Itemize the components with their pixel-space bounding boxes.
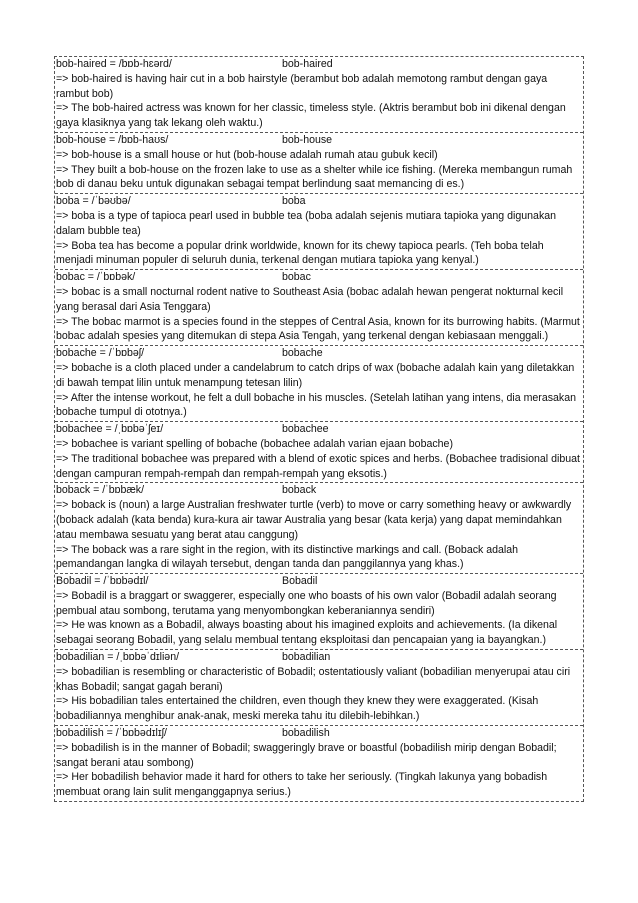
example: => Boba tea has become a popular drink worldwide, known for its chewy tapioca pearls. (Teh boba telah menjadi minuman populer di seluruh dunia, terkenal dengan mutiara tapioka yang kenyal.) bbox=[56, 239, 544, 267]
entry-boba bbox=[55, 194, 583, 270]
entry-headline bbox=[56, 574, 583, 589]
definition: => boba is a type of tapioca pearl used in bubble tea (boba adalah sejenis mutiara tapioka yang digunakan dalam bubble tea) bbox=[56, 209, 557, 237]
pronunciation: bobache = /ˈbɒbəʃ/ bbox=[56, 347, 145, 360]
headword: boback bbox=[282, 484, 317, 497]
headword: boba bbox=[282, 195, 306, 208]
example: => His bobadilian tales entertained the children, even though they knew they were exaggerated. (Kisah bobadiliannya menghibur anak-anak, meski mereka tahu itu dilebih-lebihkan.) bbox=[56, 695, 539, 723]
headword: bobadilish bbox=[282, 727, 330, 740]
example: => Her bobadilish behavior made it hard for others to take her seriously. (Tingkah lakunya yang bobadish membuat orang lain sulit menganggapnya serius.) bbox=[56, 771, 548, 799]
pronunciation: boback = /ˈbɒbæk/ bbox=[56, 484, 145, 497]
example: => He was known as a Bobadil, always boasting about his imagined exploits and achievements. (Ia dikenal sebagai seorang Bobadil, yang selalu membual tentang eksploitasi dan pencapaian yang ia bayangkan.) bbox=[56, 619, 558, 647]
entry-bobac bbox=[55, 270, 583, 346]
entry-bobache bbox=[55, 346, 583, 422]
pronunciation: Bobadil = /ˈbɒbədɪl/ bbox=[56, 575, 149, 588]
definition: => bobadilian is resembling or characteristic of Bobadil; ostentatiously valiant (bobadilian menyerupai atau ciri khas Bobadil; sangat gagah berani) bbox=[56, 665, 571, 693]
pronunciation: boba = /ˈbəʊbə/ bbox=[56, 195, 131, 208]
entry-bobadilish bbox=[55, 726, 583, 801]
entry-bobachee bbox=[55, 422, 583, 483]
headword: Bobadil bbox=[282, 575, 318, 588]
definition: => bob-haired is having hair cut in a bob hairstyle (berambut bob adalah memotong rambut dengan gaya rambut bob) bbox=[56, 72, 548, 100]
example: => After the intense workout, he felt a dull bobache in his muscles. (Setelah latihan yang intens, dia merasakan bobache tumpul di ototnya.) bbox=[56, 391, 576, 419]
example: => The boback was a rare sight in the region, with its distinctive markings and call. (Boback adalah pemandangan langka di wilayah tersebut, dengan tanda dan panggilannya yang khas.) bbox=[56, 543, 519, 571]
headword: bobadilian bbox=[282, 651, 331, 664]
pronunciation: bob-haired = /bɒb-hɛərd/ bbox=[56, 58, 172, 70]
example: => The bob-haired actress was known for her classic, timeless style. (Aktris berambut bob ini dikenal dengan gaya klasiknya yang tak lekang oleh waktu.) bbox=[56, 102, 566, 130]
entry-bob-haired bbox=[55, 57, 583, 133]
pronunciation: bob-house = /bɒb-haʊs/ bbox=[56, 133, 169, 146]
definition: => bobac is a small nocturnal rodent native to Southeast Asia (bobac adalah hewan pengerat nokturnal kecil yang berasal dari Asia Tenggara) bbox=[56, 285, 564, 313]
entry-headline bbox=[56, 133, 583, 148]
definition: => boback is (noun) a large Australian freshwater turtle (verb) to move or carry something heavy or awkwardly (boback adalah (kata benda) kura-kura air tawar Australia yang besar (kata kerja) yang dapat memindahkan atau membawa sesuatu yang berat atau canggung) bbox=[56, 499, 572, 541]
entry-headline bbox=[56, 346, 583, 361]
entry-boback bbox=[55, 483, 583, 574]
entry-headline bbox=[56, 726, 583, 741]
dictionary-table bbox=[54, 56, 584, 802]
headword: bobachee bbox=[282, 423, 329, 436]
entry-headline bbox=[56, 194, 583, 209]
entry-headline bbox=[56, 270, 583, 285]
example: => They built a bob-house on the frozen lake to use as a shelter while ice fishing. (Mereka membangun rumah bob di danau beku untuk digunakan sebagai tempat berlindung saat memancing di es.) bbox=[56, 163, 573, 191]
headword: bobac bbox=[282, 271, 311, 284]
entry-headline bbox=[56, 650, 583, 665]
pronunciation: bobadilian = /ˌbɒbəˈdɪliən/ bbox=[56, 651, 180, 664]
headword: bob-house bbox=[282, 133, 333, 146]
entry-headline bbox=[56, 57, 583, 72]
pronunciation: bobadilish = /ˈbɒbədɪlɪʃ/ bbox=[56, 727, 167, 740]
entry-bobadilian bbox=[55, 650, 583, 726]
entry-bobadil bbox=[55, 574, 583, 650]
example: => The traditional bobachee was prepared with a blend of exotic spices and herbs. (Bobachee tradisional dibuat dengan campuran rempah-rempah dan rempah-rempah yang eksotis.) bbox=[56, 452, 580, 480]
definition: => bobache is a cloth placed under a candelabrum to catch drips of wax (bobache adalah kain yang diletakkan di bawah tempat lilin untuk menampung tetesan lilin) bbox=[56, 361, 575, 389]
entry-headline bbox=[56, 483, 583, 498]
example: => The bobac marmot is a species found in the steppes of Central Asia, known for its burrowing habits. (Marmut bobac adalah spesies yang ditemukan di stepa Asia Tengah, yang terkenal dengan kebiasaan menggali.) bbox=[56, 315, 580, 343]
pronunciation: bobac = /ˈbɒbək/ bbox=[56, 271, 136, 284]
definition: => bobachee is variant spelling of bobache (bobachee adalah varian ejaan bobache) bbox=[56, 437, 453, 450]
pronunciation: bobachee = /ˌbɒbəˈʃeɪ/ bbox=[56, 423, 164, 436]
definition: => Bobadil is a braggart or swaggerer, especially one who boasts of his own valor (Bobadil adalah seorang pembual atau sombong, terutama yang menyombongkan keberaniannya sendiri) bbox=[56, 589, 557, 617]
definition: => bob-house is a small house or hut (bob-house adalah rumah atau gubuk kecil) bbox=[56, 148, 438, 161]
entry-headline bbox=[56, 422, 583, 437]
headword: bob-haired bbox=[282, 58, 333, 70]
entry-bob-house bbox=[55, 133, 583, 194]
headword: bobache bbox=[282, 347, 323, 360]
definition: => bobadilish is in the manner of Bobadil; swaggeringly brave or boastful (bobadilish mirip dengan Bobadil; sangat berani atau sombong) bbox=[56, 741, 557, 769]
